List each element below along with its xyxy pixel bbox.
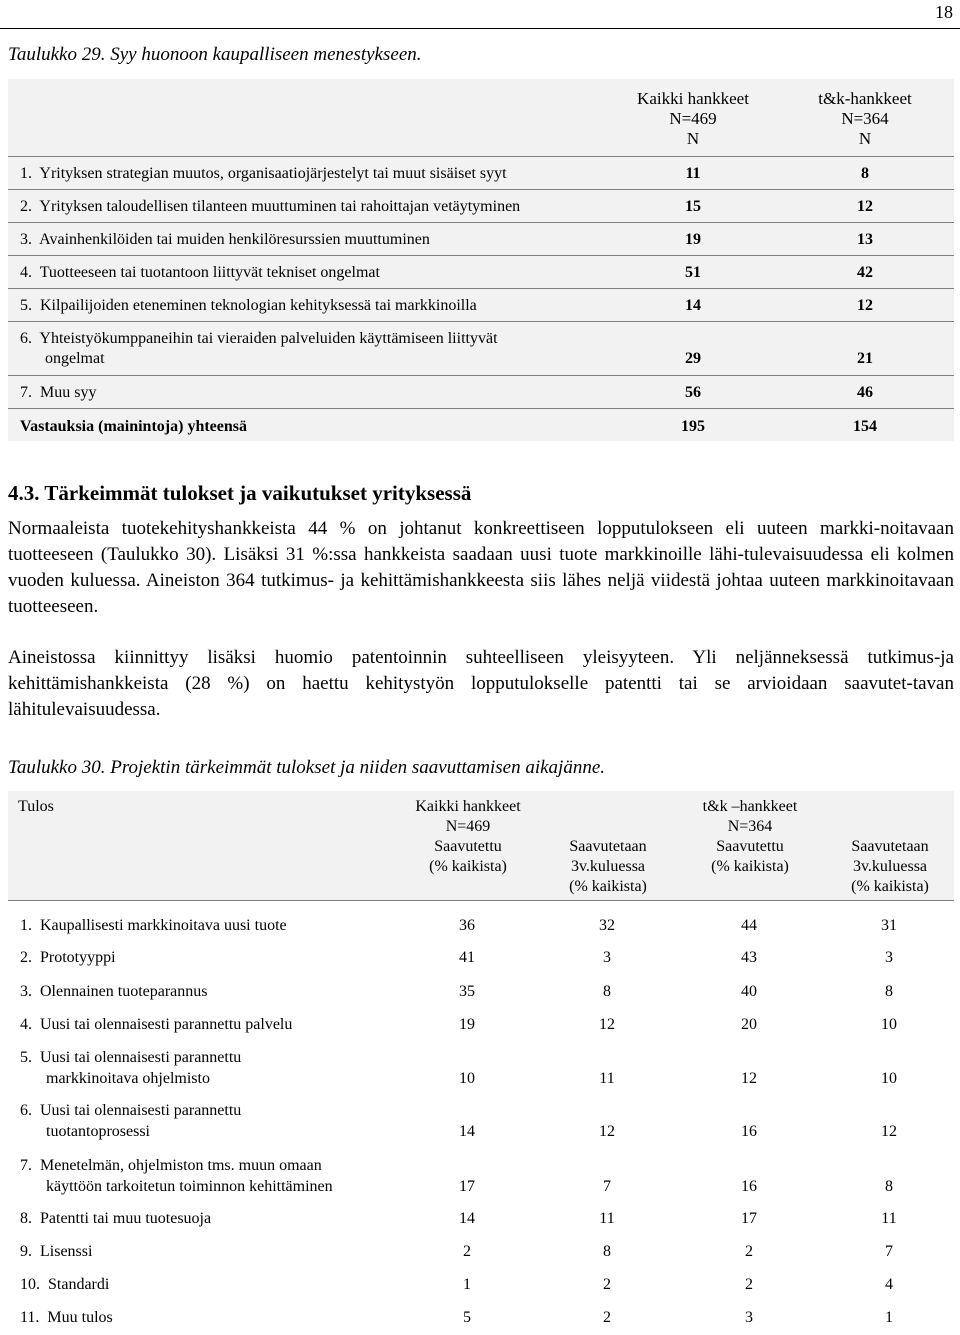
- table30-group-all: Kaikki hankkeet N=469 Saavutettu (% kaikista): [415, 798, 521, 875]
- row-divider: [8, 321, 954, 322]
- table29-col-all: Kaikki hankkeet N=469 N: [637, 89, 749, 148]
- paragraph: Aineistossa kiinnittyy lisäksi huomio patentoinnin suhteelliseen yleisyyteen. Yli neljänneksessä tutkimus-ja kehittämishankkeista (28 %) on haettu kehitystyön lopputulokselle patentti tai se arvioidaan saavutet-tavan lähitulevaisuudessa.: [8, 647, 954, 720]
- col-label: Tulos: [18, 798, 54, 815]
- table30-header-rule: [8, 900, 954, 901]
- paragraph: Normaaleista tuotekehityshankkeista 44 % on johtanut konkreettiseen lopputulokseen eli uuteen markki-noitavaan tuotteeseen (Taulukko 30). Lisäksi 31 %:ssa hankkeista saadaan uusi tuote markkinoille lähi-tulevaisuudessa eli kolmen vuoden kuluessa. Aineiston 364 tutkimus- ja kehittämishankkeesta siis lähes neljä viidestä johtaa uuteen markkinoitavaan tuotteeseen.: [8, 518, 954, 617]
- row-divider: [8, 288, 954, 289]
- row-divider: [8, 255, 954, 256]
- table30-sub-future-tk: Saavutetaan 3v.kuluessa (% kaikista): [851, 838, 929, 895]
- table29: Kaikki hankkeet N=469 N t&k-hankkeet N=364 N 1. Yrityksen strategian muutos, organisaatiojärjestelyt tai muut sisäiset syyt 11 8 2. Yrityksen taloudellisen tilanteen muuttuminen tai rahoittajan vetäytyminen 15 12 3. Avainhenkilöiden tai muiden henkilöresurssien muuttuminen 19 13 4. Tuotteeseen tai tuotantoon liittyvät tekniset ongelmat 51 42 5. Kilpailijoiden eteneminen teknologian kehityksessä tai markkinoilla 14 12 6. Yhteistyökumppaneihin tai vieraiden palveluiden käyttämiseen liittyvät ongelmat 29 21 7. Muu syy 56 46 Vastauksia (mainintoja) yhteensä 195 154: [8, 79, 954, 441]
- table29-header-rule: [8, 156, 954, 157]
- page-number: 18: [935, 2, 953, 22]
- table29-col-tk: t&k-hankkeet N=364 N: [818, 89, 912, 148]
- row-divider: [8, 222, 954, 223]
- row-divider: [8, 189, 954, 190]
- row-divider: [8, 408, 954, 409]
- table30-header: [8, 791, 954, 901]
- table29-caption: Taulukko 29. Syy huonoon kaupalliseen menestykseen.: [8, 44, 422, 65]
- table30-group-tk: t&k –hankkeet N=364 Saavutettu (% kaikista): [702, 798, 798, 875]
- section-heading: 4.3. Tärkeimmät tulokset ja vaikutukset yrityksessä: [8, 481, 472, 505]
- table30-sub-future-all: Saavutetaan 3v.kuluessa (% kaikista): [569, 838, 647, 895]
- row-divider: [8, 375, 954, 376]
- header-rule: [0, 28, 960, 29]
- table30-caption: Taulukko 30. Projektin tärkeimmät tulokset ja niiden saavuttamisen aikajänne.: [8, 757, 606, 778]
